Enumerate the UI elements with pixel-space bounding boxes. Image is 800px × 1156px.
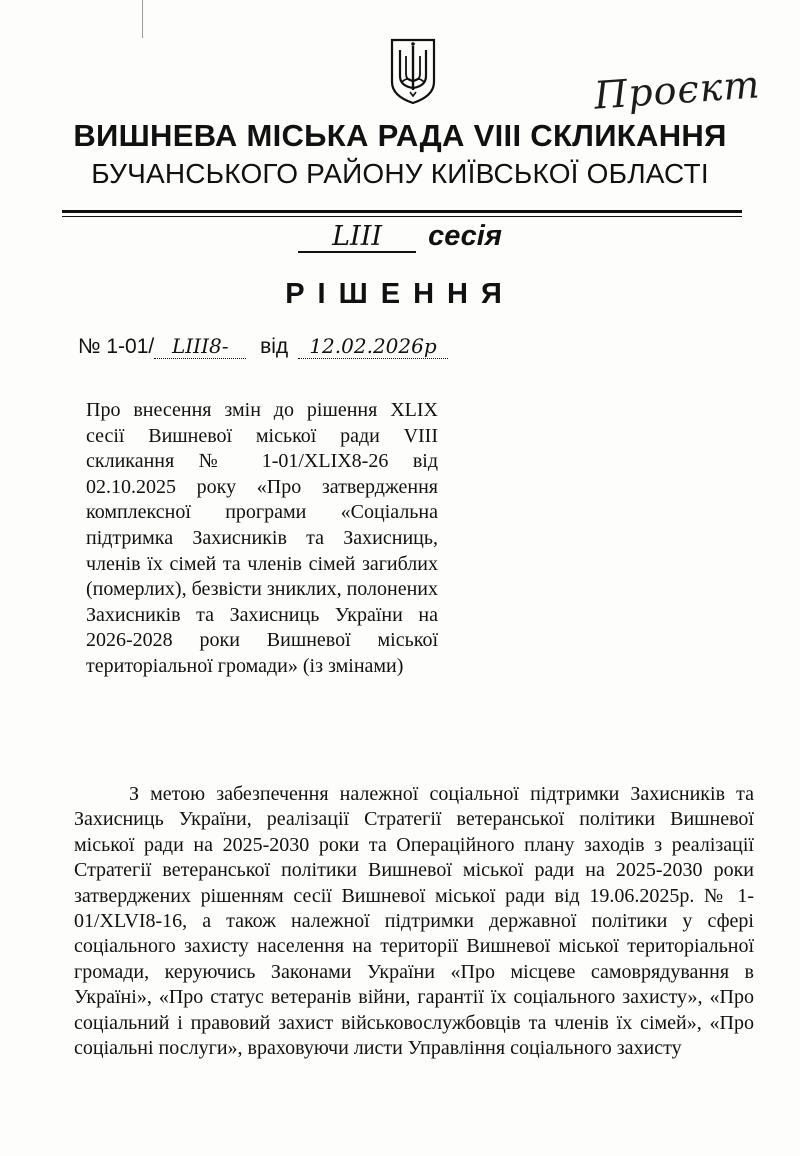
date-prefix: від	[260, 335, 289, 358]
coat-of-arms-icon	[388, 36, 438, 106]
draft-stamp: Проєкт	[592, 62, 762, 118]
decision-title: РІШЕННЯ	[285, 278, 515, 310]
district-line: БУЧАНСЬКОГО РАЙОНУ КИЇВСЬКОЇ ОБЛАСТІ	[91, 158, 709, 189]
decision-number-handwritten: LIII8-	[154, 334, 246, 359]
session-label: сесія	[428, 220, 502, 252]
decision-body: З метою забезпечення належної соціальної підтримки Захисників та Захисниць України, реалізації Стратегії ветеранської політики Вишневої міської ради на 2025-2030 роки та Операційного плану заходів з реалізації Стратегії ветеранської політики Вишневої міської ради на 2025-2030 роки затверджених рішенням сесії Вишневої міської ради від 19.06.2025р. № 1-01/XLVI8-16, а також належної підтримки державної політики у сфері соціального захисту населення на території Вишневої міської територіальної громади, керуючись Законами України «Про місцеве самоврядування в Україні», «Про статус ветеранів війни, гарантії їх соціального захисту», «Про соціальний і правовий захист військовослужбовців та членів їх сімей», «Про соціальні послуги», враховуючи листи Управління соціального захисту	[74, 783, 754, 1060]
header-divider-thin	[62, 216, 742, 217]
decision-number-line	[78, 334, 448, 359]
scan-edge-mark	[142, 0, 143, 38]
header-divider	[62, 210, 742, 213]
decision-number-prefix: № 1-01/	[78, 335, 155, 358]
decision-date-handwritten: 12.02.2026р	[298, 334, 448, 359]
session-line	[0, 220, 800, 253]
decision-subject: Про внесення змін до рішення XLIX сесії Вишневої міської ради VIII скликання № 1-01/XLIX8-26 від 02.10.2025 року «Про затвердження комплексної програми «Соціальна підтримка Захисників та Захисниць, членів їх сімей та членів сімей загиблих (померлих), безвісти зниклих, полонених Захисників та Захисниць України на 2026-2028 роки Вишневої міської територіальної громади» (із змінами)	[86, 399, 438, 677]
council-name: ВИШНЕВА МІСЬКА РАДА VIII СКЛИКАННЯ	[73, 118, 727, 153]
session-number: LIII	[298, 223, 416, 253]
